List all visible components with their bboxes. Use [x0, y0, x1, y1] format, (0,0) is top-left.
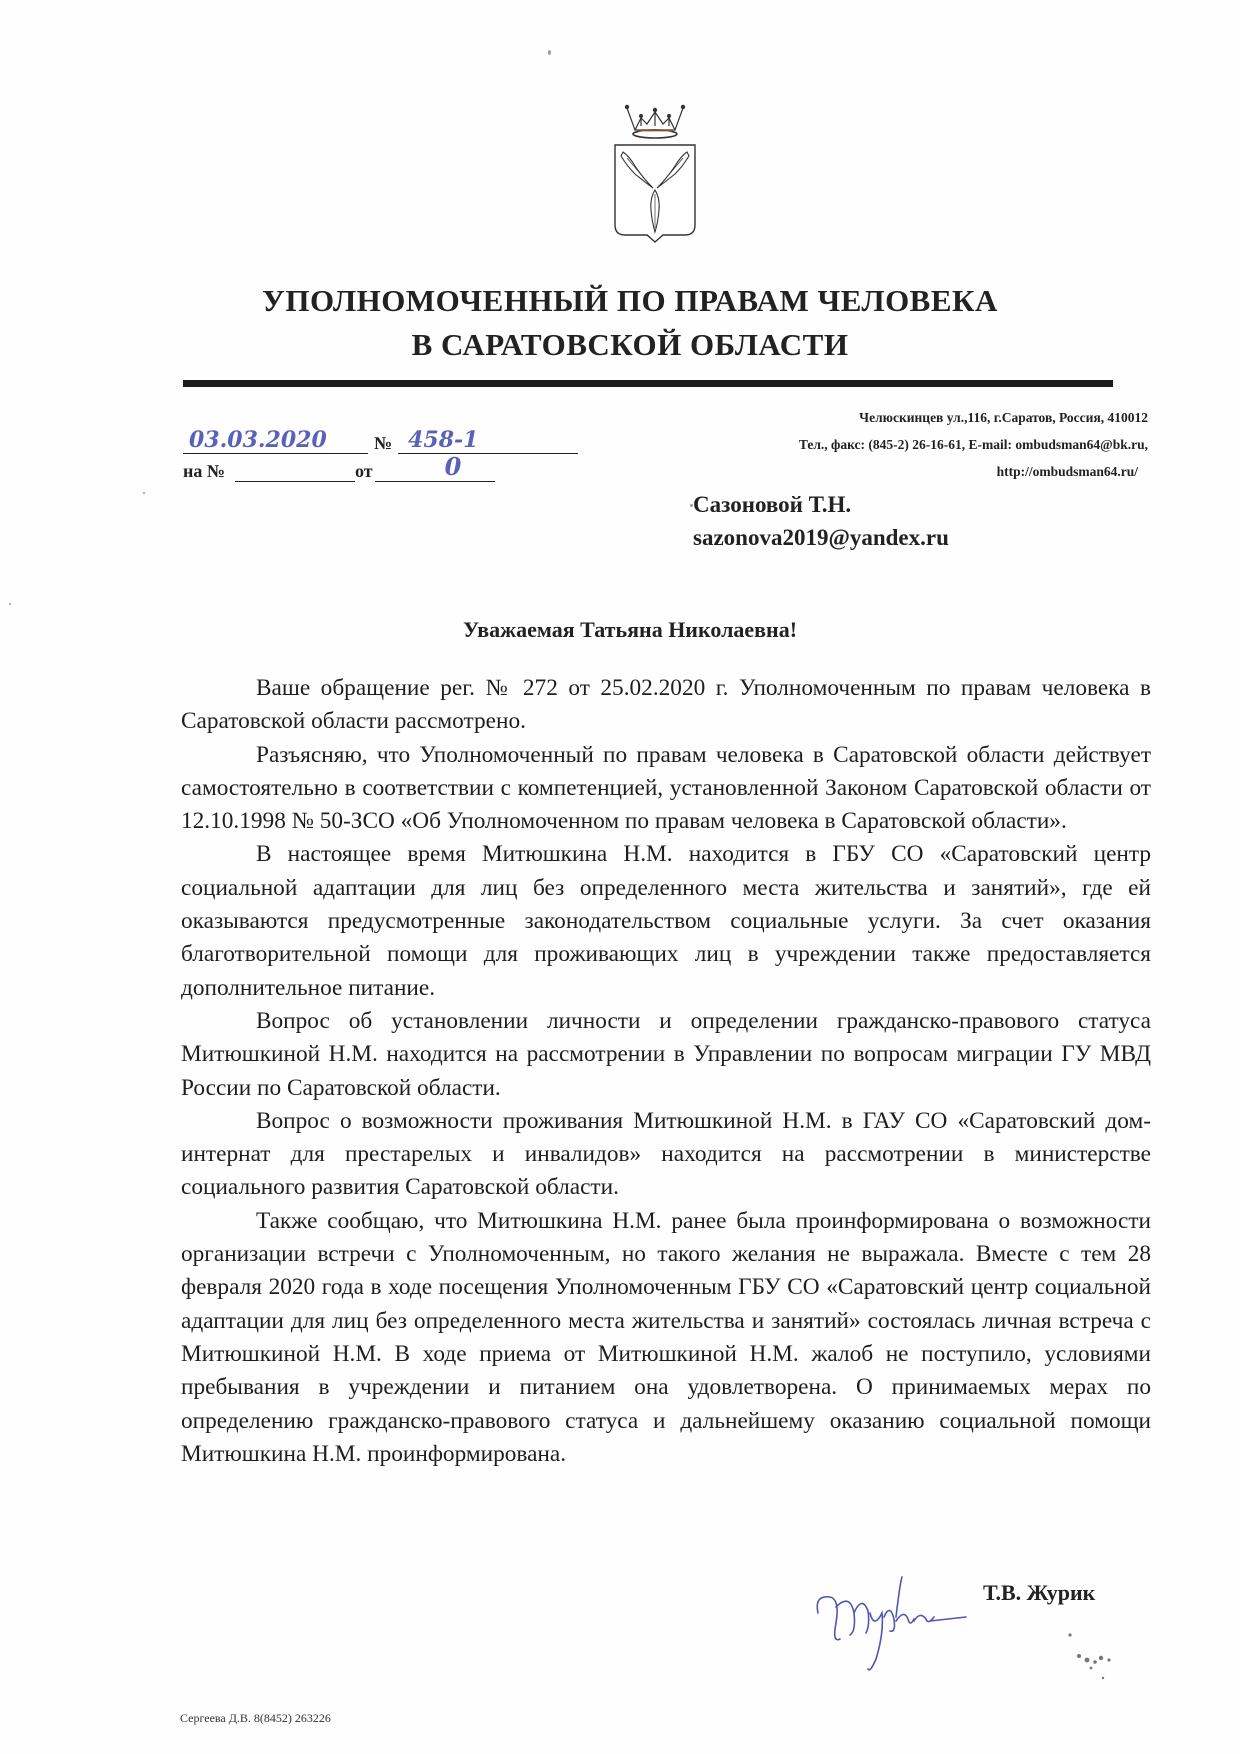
letter-body: [181, 672, 1151, 1471]
outgoing-row: [183, 427, 578, 454]
reply-number-field: [235, 459, 355, 482]
body-paragraph: Ваше обращение рег. № 272 от 25.02.2020 г. Уполномоченным по правам человека в Саратовской области рассмотрено.: [181, 675, 1151, 735]
handwritten-signature: [810, 1573, 990, 1683]
org-title-line-2: В САРАТОВСКОЙ ОБЛАСТИ: [411, 327, 849, 362]
executor-contact: Сергеева Д.В. 8(8452) 263226: [180, 1711, 331, 1725]
handwritten-number: 458-1: [408, 427, 479, 453]
org-title-line-1: УПОЛНОМОЧЕННЫЙ ПО ПРАВАМ ЧЕЛОВЕКА: [262, 283, 998, 318]
body-paragraph: Вопрос об установлении личности и определении гражданско-правового статуса Митюшкиной Н.М. находится на рассмотрении в Управлении по вопросам миграции ГУ МВД России по Саратовской области.: [181, 1007, 1151, 1101]
reply-to-label: на №: [183, 461, 225, 481]
body-paragraph: Вопрос о возможности проживания Митюшкиной Н.М. в ГАУ СО «Саратовский дом-интернат для престарелых и инвалидов» находится на рассмотрении в министерстве социального развития Саратовской области.: [181, 1107, 1151, 1201]
number-field: [398, 427, 578, 454]
handwritten-date: 03.03.2020: [189, 427, 327, 453]
outgoing-registration-block: [183, 423, 623, 483]
body-paragraph: В настоящее время Митюшкина Н.М. находится в ГБУ СО «Саратовский центр социальной адаптации для лиц без определенного места жительства и занятий», где ей оказываются предусмотренные законодательством социальные услуги. За счет оказания благотворительной помощи для проживающих лиц в учреждении также предоставляется дополнительное питание.: [181, 841, 1151, 1001]
handwritten-from-mark: 0: [444, 452, 462, 481]
saratov-coat-of-arms-icon: [605, 90, 705, 250]
body-paragraph: Также сообщаю, что Митюшкина Н.М. ранее была проинформирована о возможности организации встречи с Уполномоченным, но такого желания не выражала. Вместе с тем 28 февраля 2020 года в ходе посещения Уполномоченным ГБУ СО «Саратовский центр социальной адаптации для лиц без определенного места жительства и занятий» состоялась личная встреча с Митюшкиной Н.М. В ходе приема от Митюшкиной Н.М. жалоб не поступило, условиями пребывания в учреждении и питанием она удовлетворена. О принимаемых мерах по определению гражданско-правового статуса и дальнейшему оказанию социальной помощи Митюшкина Н.М. проинформирована.: [181, 1207, 1151, 1467]
scan-speck: [548, 50, 551, 55]
date-field: [183, 427, 368, 454]
stamp-residue: [1065, 1630, 1145, 1690]
reply-date-field: [375, 452, 495, 482]
recipient-name: Сазоновой Т.Н.: [693, 492, 852, 517]
recipient-email: sazonova2019@yandex.ru: [693, 525, 949, 550]
salutation: Уважаемая Татьяна Николаевна!: [462, 617, 798, 642]
website: http://ombudsman64.ru/: [996, 464, 1138, 479]
address: Челюскинцев ул.,116, г.Саратов, Россия, 410012: [859, 410, 1148, 425]
phone-email: Тел., факс: (845-2) 26-16-61, E-mail: ombudsman64@bk.ru,: [798, 437, 1148, 452]
scan-speck: [143, 492, 145, 494]
body-paragraph: Разъясняю, что Уполномоченный по правам человека в Саратовской области действует самостоятельно в соответствии с компетенцией, установленной Законом Саратовской области от 12.10.1998 № 50-ЗСО «Об Уполномоченном по правам человека в Саратовской области».: [181, 741, 1151, 835]
contact-block: [628, 404, 1148, 485]
from-label: от: [354, 461, 373, 481]
scan-speck: [9, 603, 11, 605]
header-divider: [183, 380, 1113, 387]
reply-row: [183, 452, 495, 482]
recipient-block: [693, 488, 949, 554]
number-label: №: [374, 433, 393, 453]
signer-name: Т.В. Журик: [983, 1580, 1096, 1605]
scan-speck: [690, 504, 693, 507]
